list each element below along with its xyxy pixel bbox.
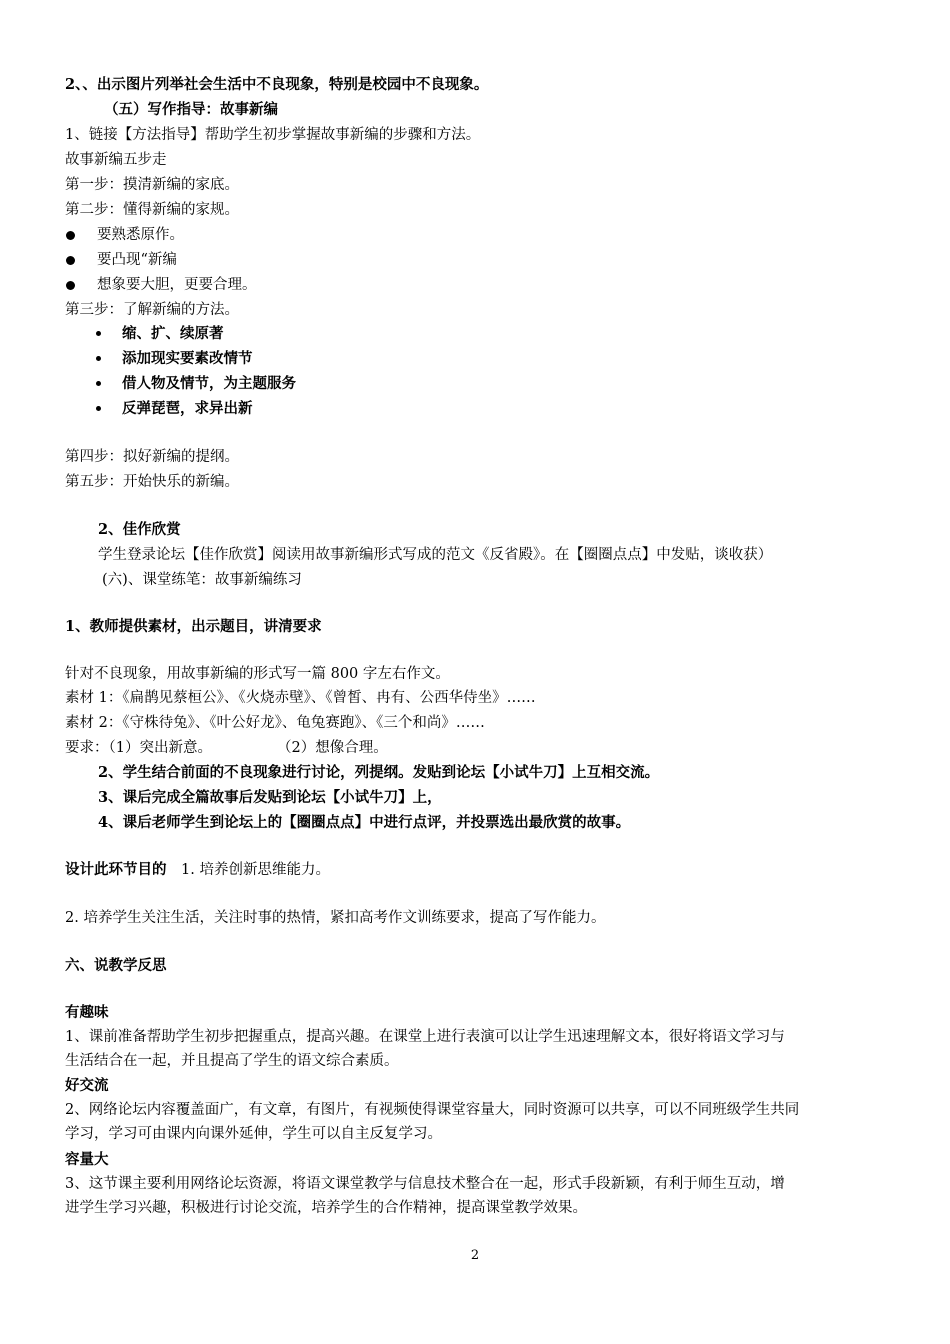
heading-interesting: 有趣味 (65, 1004, 109, 1021)
excellent-works-heading: 2、佳作欣赏 (98, 521, 181, 538)
heading-capacity: 容量大 (65, 1151, 109, 1168)
design-purpose-label: 设计此环节目的 (65, 861, 167, 878)
bullet-dot-icon (66, 256, 75, 265)
method-add-reality: 添加现实要素改情节 (122, 350, 253, 367)
requirement-two: （2）想像合理。 (277, 740, 388, 756)
paragraph-one-line1: 1、课前准备帮助学生初步把握重点，提高兴趣。在课堂上进行表演可以让学生迅速理解文本，很好将语文学习与 (65, 1029, 785, 1045)
page-number: 2 (470, 1248, 480, 1263)
rule-highlight-new: 要凸现“新编 (97, 252, 177, 268)
paragraph-two-line2: 学习，学习可由课内向课外延伸，学生可以自主反复学习。 (65, 1126, 442, 1142)
section-teaching-reflection: 六、说教学反思 (65, 957, 167, 974)
bullet-dot-icon (66, 231, 75, 240)
section-class-practice: (六)、课堂练笔：故事新编练习 (102, 572, 302, 588)
material-two: 素材 2：《守株待兔》、《叶公好龙》、龟兔赛跑》、《三个和尚》…… (65, 715, 485, 731)
teacher-materials-heading: 1、教师提供素材，出示题目，讲清要求 (65, 618, 322, 635)
design-purpose-one: 1. 培养创新思维能力。 (181, 862, 330, 878)
paragraph-one-line2: 生活结合在一起，并且提高了学生的语文综合素质。 (65, 1053, 399, 1069)
method-expand: 缩、扩、续原著 (122, 325, 224, 342)
rule-know-original: 要熟悉原作。 (97, 227, 184, 243)
paragraph-three-line1: 3、这节课主要利用网络论坛资源，将语文课堂教学与信息技术整合在一起，形式手段新颖，有利于师生互动，增 (65, 1176, 785, 1192)
rule-bold-imagination: 想象要大胆，更要合理。 (97, 277, 257, 293)
item-show-pictures: 2、、出示图片列举社会生活中不良现象，特别是校园中不良现象。 (65, 76, 489, 93)
review-and-vote: 4、课后老师学生到论坛上的【圈圈点点】中进行点评，并投票选出最欣赏的故事。 (98, 814, 631, 831)
material-one: 素材 1：《扁鹊见蔡桓公》、《火烧赤壁》、《曾皙、冉有、公西华侍坐》…… (65, 690, 536, 706)
student-discussion: 2、学生结合前面的不良现象进行讨论，列提纲。发贴到论坛【小试牛刀】上互相交流。 (98, 764, 660, 781)
step-four: 第四步：拟好新编的提纲。 (65, 449, 239, 465)
method-link-line: 1、链接【方法指导】帮助学生初步掌握故事新编的步骤和方法。 (65, 127, 481, 143)
bullet-small-icon (96, 381, 101, 386)
writing-task: 针对不良现象，用故事新编的形式写一篇 800 字左右作文。 (65, 666, 450, 682)
bullet-small-icon (96, 331, 101, 336)
method-reverse: 反弹琵琶，求异出新 (122, 400, 253, 417)
step-five: 第五步：开始快乐的新编。 (65, 474, 239, 490)
five-steps-title: 故事新编五步走 (65, 152, 167, 168)
paragraph-two-line1: 2、网络论坛内容覆盖面广，有文章，有图片，有视频使得课堂容量大，同时资源可以共享，可以不同班级学生共同 (65, 1102, 800, 1118)
bullet-dot-icon (66, 281, 75, 290)
paragraph-three-line2: 进学生学习兴趣，积极进行讨论交流，培养学生的合作精神，提高课堂教学效果。 (65, 1200, 587, 1216)
requirement-one: 要求：（1）突出新意。 (65, 740, 212, 756)
step-two: 第二步：懂得新编的家规。 (65, 202, 239, 218)
method-borrow-characters: 借人物及情节，为主题服务 (122, 375, 296, 392)
excellent-works-text: 学生登录论坛【佳作欣赏】阅读用故事新编形式写成的范文《反省殿》。在【圈圈点点】中发贴，谈收获） (98, 547, 773, 563)
design-purpose-two: 2. 培养学生关注生活，关注时事的热情，紧扣高考作文训练要求，提高了写作能力。 (65, 910, 606, 926)
section-writing-guidance: （五）写作指导：故事新编 (104, 101, 278, 118)
heading-communication: 好交流 (65, 1077, 109, 1094)
step-one: 第一步：摸清新编的家底。 (65, 177, 239, 193)
bullet-small-icon (96, 356, 101, 361)
post-after-class: 3、课后完成全篇故事后发贴到论坛【小试牛刀】上， (98, 789, 442, 806)
bullet-small-icon (96, 406, 101, 411)
step-three: 第三步：了解新编的方法。 (65, 302, 239, 318)
